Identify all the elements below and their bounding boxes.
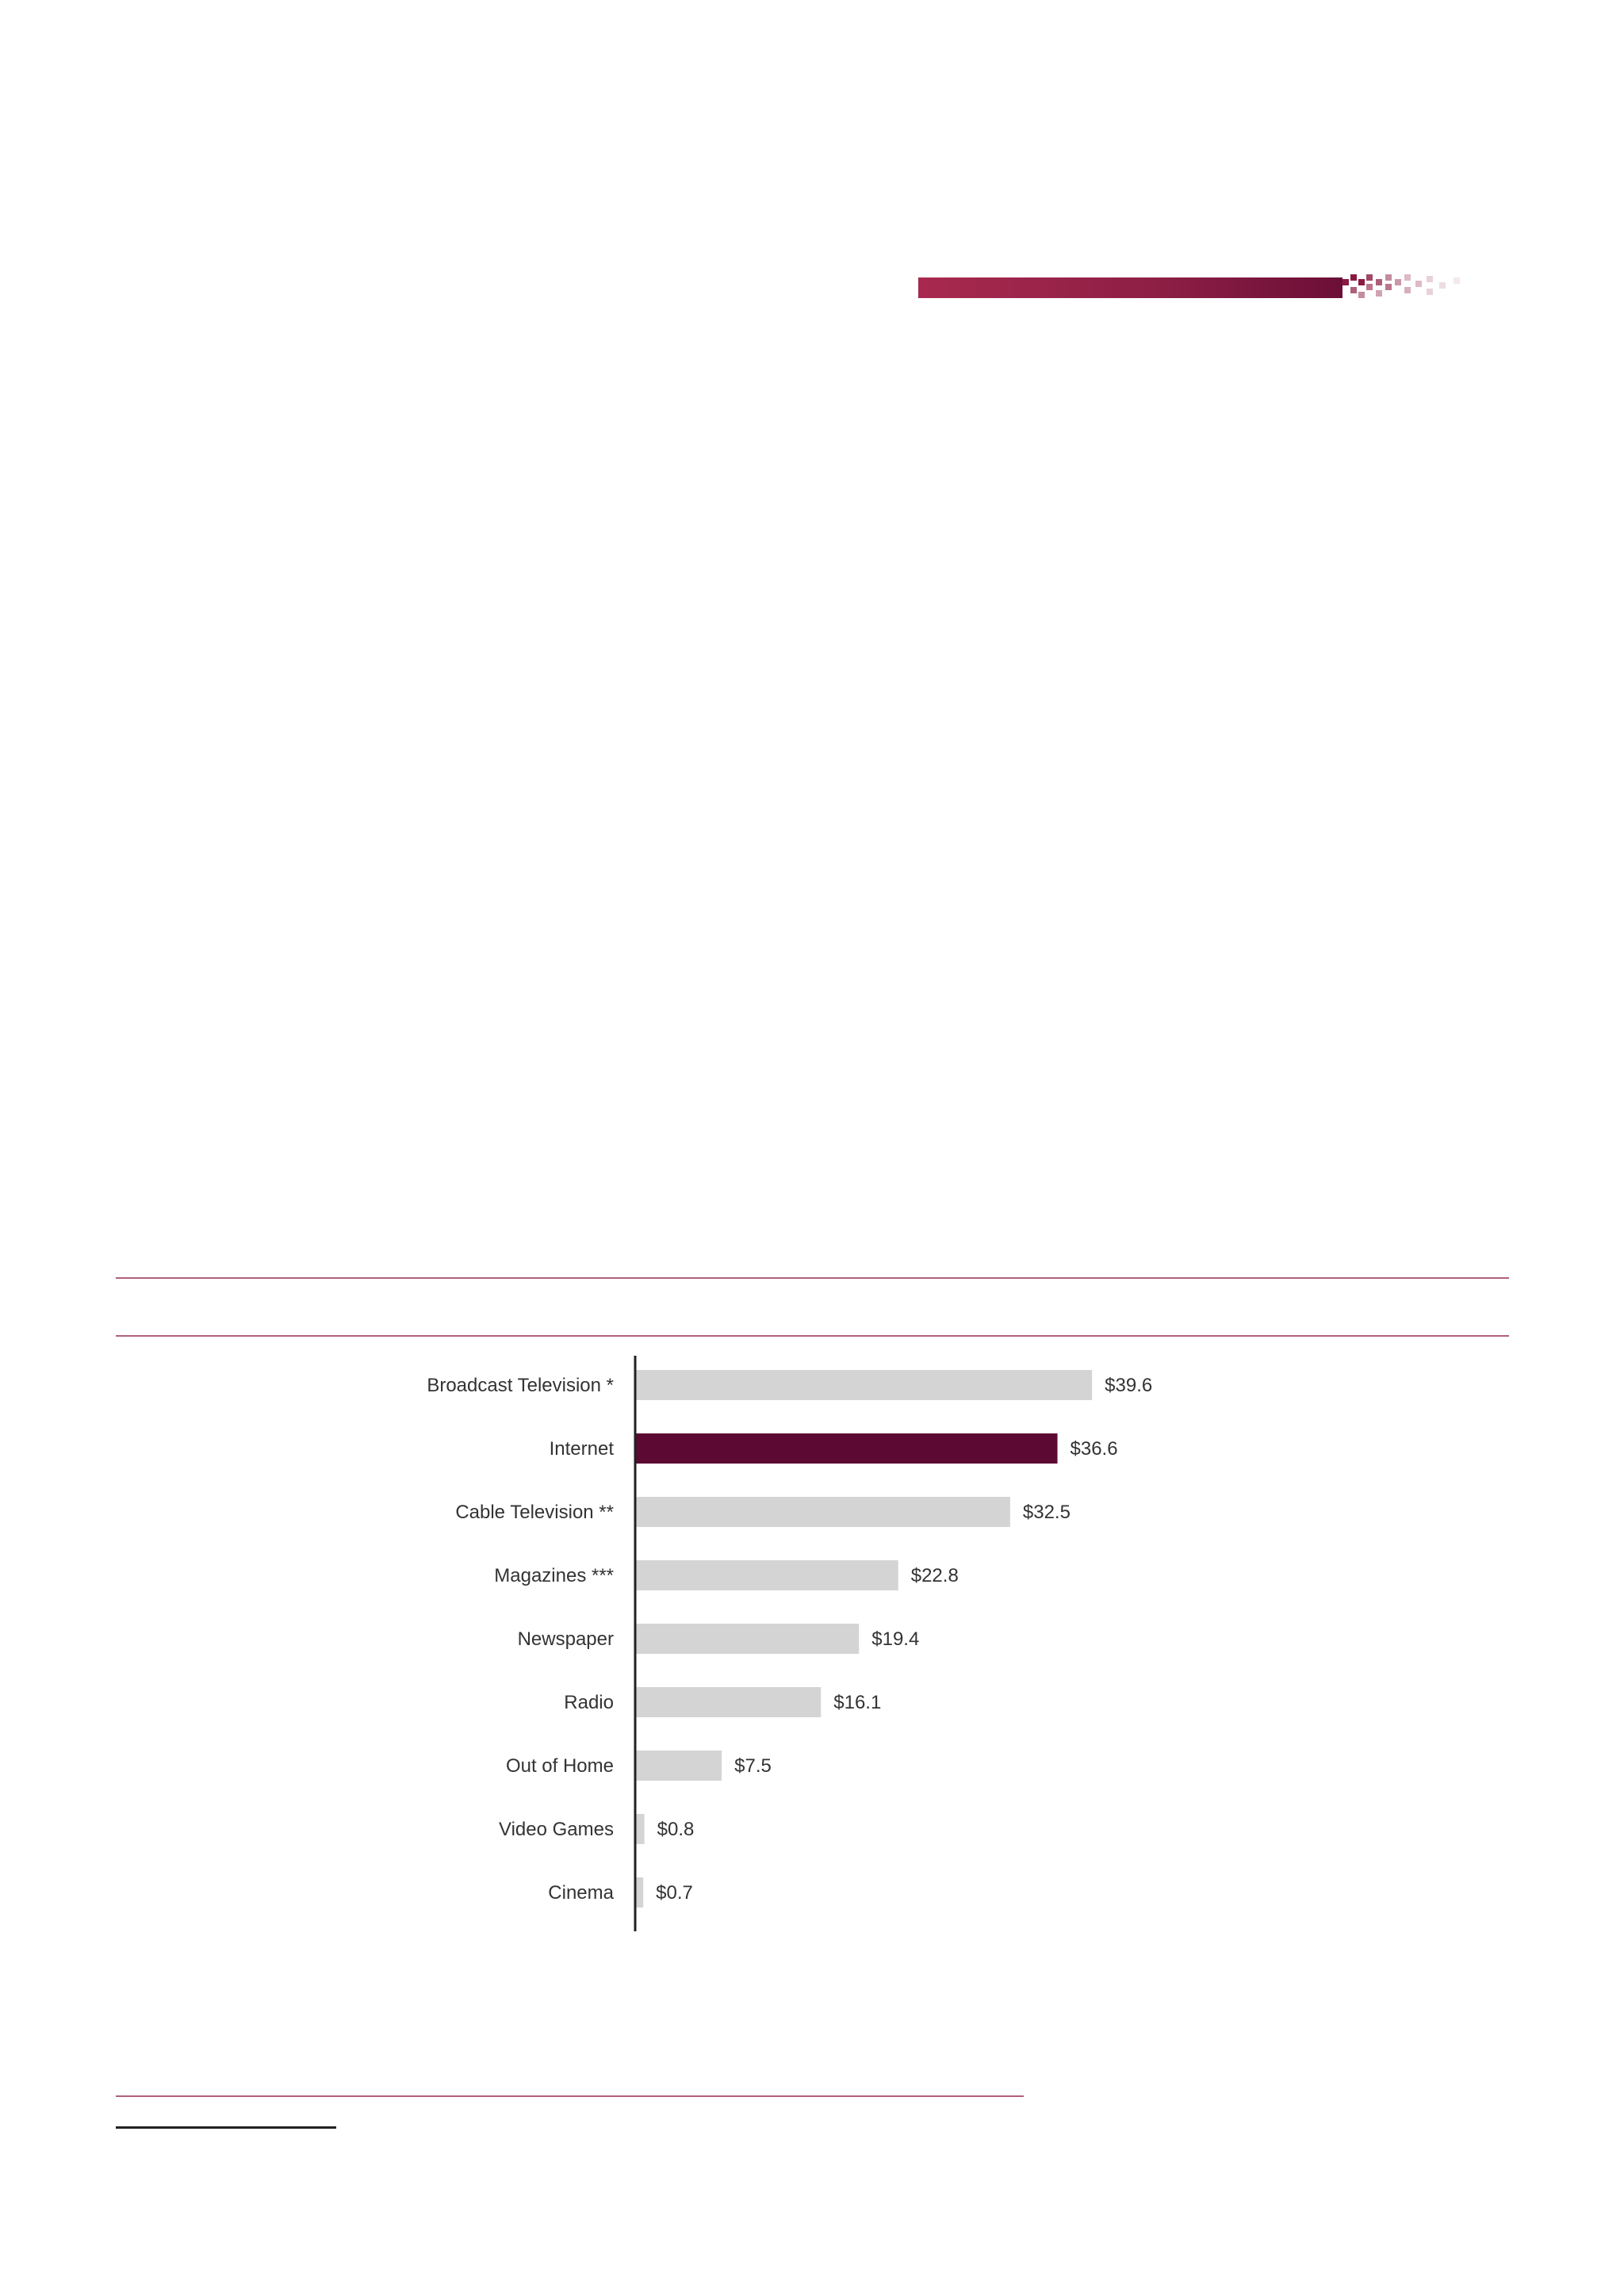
column-middle bbox=[599, 379, 1032, 411]
category-label: Newspaper bbox=[517, 1628, 614, 1650]
category-label: Broadcast Television * bbox=[427, 1375, 614, 1396]
category-label: Magazines *** bbox=[494, 1565, 614, 1586]
value-label: $7.5 bbox=[734, 1755, 772, 1777]
bar-chart bbox=[116, 1348, 1509, 1934]
bar bbox=[635, 1433, 1058, 1464]
category-label: Radio bbox=[564, 1692, 614, 1713]
figure-top-rule bbox=[116, 1277, 1509, 1279]
bar bbox=[635, 1497, 1010, 1527]
category-label: Cable Television ** bbox=[455, 1502, 614, 1523]
title-decorative-bar bbox=[918, 277, 1342, 298]
value-label: $39.6 bbox=[1105, 1375, 1153, 1396]
column-left bbox=[116, 379, 548, 411]
value-label: $19.4 bbox=[871, 1628, 920, 1650]
bar bbox=[635, 1877, 643, 1908]
source-rule bbox=[116, 2095, 1024, 2097]
value-label: $32.5 bbox=[1022, 1502, 1071, 1523]
value-label: $22.8 bbox=[910, 1565, 959, 1586]
figure-title-rule bbox=[116, 1335, 1509, 1337]
category-label: Cinema bbox=[548, 1882, 614, 1904]
pixel-pattern-decoration bbox=[1342, 273, 1477, 301]
footnote-rule bbox=[116, 2126, 336, 2129]
bar bbox=[635, 1814, 645, 1844]
category-label: Video Games bbox=[499, 1819, 614, 1840]
category-label: Out of Home bbox=[505, 1755, 614, 1777]
value-label: $0.7 bbox=[656, 1882, 693, 1904]
value-label: $0.8 bbox=[657, 1819, 695, 1840]
category-label: Internet bbox=[549, 1438, 614, 1460]
bar bbox=[635, 1370, 1092, 1400]
value-label: $36.6 bbox=[1070, 1438, 1118, 1460]
bar bbox=[635, 1624, 859, 1654]
bar bbox=[635, 1751, 722, 1781]
bar bbox=[635, 1687, 821, 1717]
bar bbox=[635, 1560, 898, 1590]
value-label: $16.1 bbox=[833, 1692, 882, 1713]
